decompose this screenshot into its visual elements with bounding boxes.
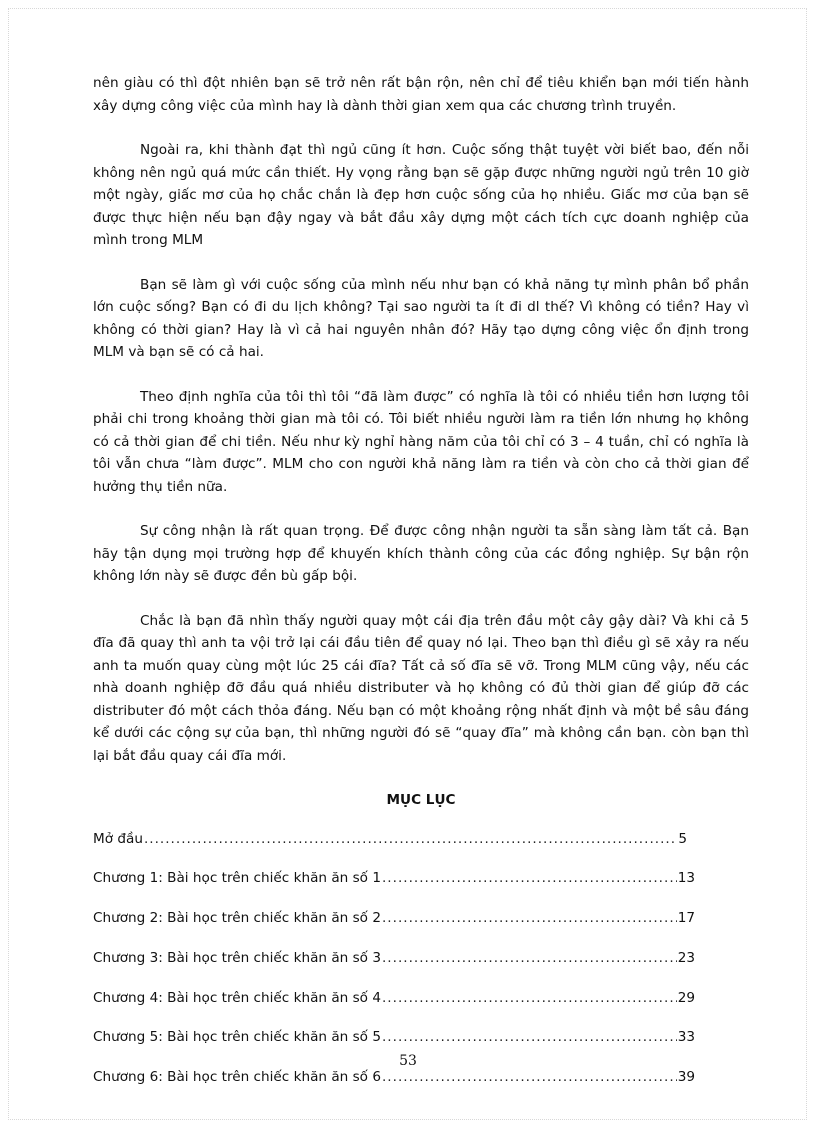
toc-entry-page: 29 [677, 989, 695, 1006]
toc-entry-chapter-4[interactable] [93, 987, 749, 1010]
toc-entry-page: 33 [677, 1029, 695, 1046]
toc-title: MỤC LỤC [386, 792, 456, 808]
toc-entry-chapter-2[interactable] [93, 907, 749, 930]
toc-entry-page: 39 [677, 1069, 695, 1086]
toc-leader-dots [382, 907, 677, 930]
toc-entry-label: Chương 1: Bài học trên chiếc khăn ăn số 1 [93, 870, 381, 887]
toc-entry-label: Mở đầu [93, 830, 143, 847]
paragraph-spinning-plates: Chắc là bạn đã nhìn thấy người quay một cái địa trên đầu một cây gậy dài? Và khi cả 5 đĩa đã quay thì anh ta vội trở lại cái đầu tiên để quay nó lại. Theo bạn thì điều gì sẽ xảy ra nếu anh ta muốn quay cùng một lúc 25 cái đĩa? Tất cả số đĩa sẽ vỡ. Trong MLM cũng vậy, nếu các nhà doanh nghiệp đỡ đầu quá nhiều distributer và họ không có đủ thời gian để giúp đỡ các distributer đó một cách thỏa đáng. Nếu bạn có một khoảng rộng nhất định và một bề sâu đáng kể dưới các cộng sự của bạn, thì những người đó sẽ “quay đĩa” mà không cần bạn. còn bạn thì lại bắt đầu quay cái đĩa mới. [93, 612, 749, 764]
paragraph-continuation: nên giàu có thì đột nhiên bạn sẽ trở nên rất bận rộn, nên chỉ để tiêu khiển bạn mới tiến hành xây dựng công việc của mình hay là dành thời gian xem qua các chương trình truyền. [93, 75, 749, 114]
toc-entry-page: 13 [677, 870, 695, 887]
toc-entry-chapter-1[interactable] [93, 867, 749, 890]
toc-entry-page: 17 [677, 910, 695, 927]
paragraph-sleep: Ngoài ra, khi thành đạt thì ngủ cũng ít hơn. Cuộc sống thật tuyệt vời biết bao, đến nỗi không nên ngủ quá mức cần thiết. Hy vọng rằng bạn sẽ gặp được những người ngủ trên 10 giờ một ngày, giấc mơ của họ chắc chắn là đẹp hơn cuộc sống của họ nhiều. Giấc mơ của bạn sẽ được thực hiện nếu bạn đậy ngay và bắt đầu xây dựng một cách tích cực doanh nghiệp của mình trong MLM [93, 142, 749, 248]
toc-leader-dots [382, 987, 677, 1010]
table-of-contents [93, 828, 749, 1089]
toc-entry-label: Chương 2: Bài học trên chiếc khăn ăn số 2 [93, 910, 381, 927]
toc-leader-dots [382, 867, 677, 890]
toc-entry-chapter-5[interactable] [93, 1026, 749, 1049]
toc-entry-chapter-3[interactable] [93, 947, 749, 970]
toc-entry-label: Chương 4: Bài học trên chiếc khăn ăn số 4 [93, 989, 381, 1006]
toc-leader-dots [382, 947, 677, 970]
page-number: 53 [399, 1053, 417, 1069]
toc-leader-dots [382, 1026, 677, 1049]
toc-entry-chapter-6[interactable] [93, 1066, 749, 1089]
toc-entry-label: Chương 5: Bài học trên chiếc khăn ăn số 5 [93, 1029, 381, 1046]
toc-entry-page: 5 [678, 830, 687, 847]
document-body [93, 72, 749, 1106]
paragraph-recognition: Sự công nhận là rất quan trọng. Để được công nhận người ta sẵn sàng làm tất cả. Bạn hãy tận dụng mọi trường hợp để khuyến khích thành công của các đồng nghiệp. Sự bận rộn không lớn này sẽ được đền bù gấp bội. [93, 523, 749, 584]
paragraph-life-allocation: Bạn sẽ làm gì với cuộc sống của mình nếu như bạn có khả năng tự mình phân bổ phần lớn cuộc sống? Bạn có đi du lịch không? Tại sao người ta ít đi dl thế? Vì không có tiền? Hay vì không có thời gian? Hay là vì cả hai nguyên nhân đó? Hãy tạo dựng công việc ổn định trong MLM và bạn sẽ có cả hai. [93, 276, 749, 360]
paragraph-definition: Theo định nghĩa của tôi thì tôi “đã làm được” có nghĩa là tôi có nhiều tiền hơn lượng tôi phải chi trong khoảng thời gian mà tôi có. Tôi biết nhiều người làm ra tiền lớn nhưng họ không có cả thời gian để chi tiền. Nếu như kỳ nghỉ hàng năm của tôi chỉ có 3 – 4 tuần, chỉ có nghĩa là tôi vẫn chưa “làm được”. MLM cho con người khả năng làm ra tiền và còn cho cả thời gian để hưởng thụ tiền nữa. [93, 388, 749, 495]
toc-leader-dots [382, 1066, 677, 1089]
toc-entry-page: 23 [677, 949, 695, 966]
toc-entry-intro[interactable] [93, 828, 749, 851]
toc-entry-label: Chương 6: Bài học trên chiếc khăn ăn số 6 [93, 1069, 381, 1086]
toc-entry-label: Chương 3: Bài học trên chiếc khăn ăn số 3 [93, 949, 381, 966]
toc-leader-dots [144, 828, 677, 851]
